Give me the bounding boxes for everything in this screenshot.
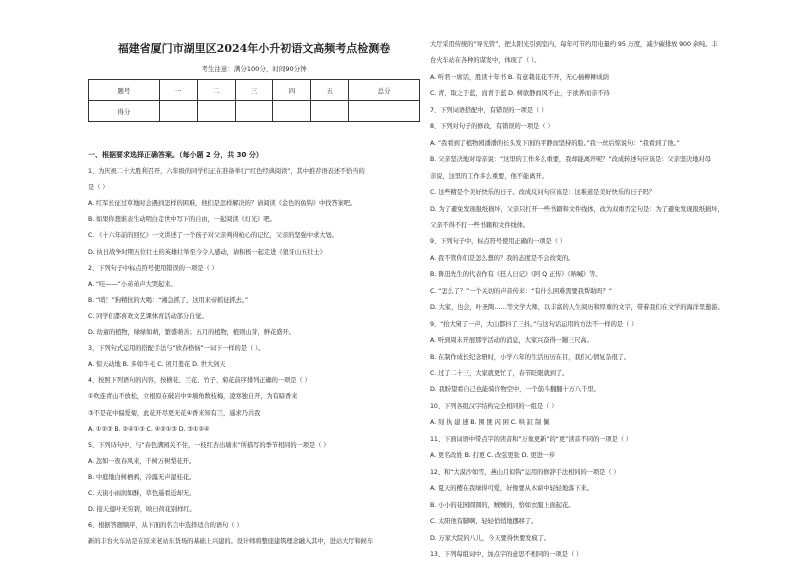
question-line: 是（ ） <box>88 184 109 192</box>
question-line: A. 更名改姓 B. 打更 C. 改弦更张 D. 更进一步 <box>430 452 556 460</box>
question-line: ①吹连青山不放松，立根原在破岩中②墙角数枝梅，凌寒独自开，为有暗香来 <box>88 393 298 401</box>
question-line: C. 《十六年前的回忆》一文讲述了一个孩子对父亲判得枪心的记忆，父亲的坚强中求大划。 <box>88 232 338 240</box>
question-line: D. 大家，也会，叶圣陶……等文学大师，以丰富的人生阅历和厚重的文字，带着我们在文学的海洋里遨游。 <box>430 304 724 312</box>
score-cell[interactable] <box>235 101 273 122</box>
score-header-cell: 总分 <box>349 80 420 101</box>
question-line: 10、下列各组汉字结构完全相同的一组是（ ） <box>430 402 558 410</box>
question-line: 台火车站在各种的谋发中，体现了（ ）。 <box>430 57 541 65</box>
question-line: B. 小小的花园圆圆的，贼贼的，恰如衣服上面起花。 <box>430 501 575 509</box>
score-header-cell: 一 <box>159 80 197 101</box>
score-header-cell: 四 <box>273 80 311 101</box>
question-line: C. 天街小雨润如酥，草色遥看近却无。 <box>88 490 196 497</box>
question-line: D. 幼童的植物，绿绿如萌，繁盛萌善；五月的植物，植则山芽，鲜花盛开。 <box>88 329 295 336</box>
score-cell[interactable] <box>197 101 235 122</box>
question-line: C. 青，取之于蓝，而青于蓝 D. 树欲静而风不止，子欲养而亲不待 <box>430 90 610 98</box>
question-line: D. 执日战争时期五位壮士的英雄壮举至今令人感动，请积极一起走进《狼牙山五壮士》 <box>88 248 326 256</box>
question-line: B. 如果你想谁表生动明白走世中写下的自由，一起阅读《灯光》吧。 <box>88 216 276 224</box>
score-header-cell: 五 <box>311 80 349 101</box>
question-line: 5、下列诗句中，与“春色满园关不住，一枝红杏出墙来”所描写的季节相同的一项是（ ） <box>88 441 330 449</box>
question-line: A. 听君一席话，胜读十年书 B. 有意栽花花不开，无心插柳柳成荫 <box>430 73 609 81</box>
question-line: A. 刻 执 建 速 B. 围 匪 闪 困 C. 哄 缸 制 佩 <box>430 419 550 427</box>
question-line: 新的丰台火车站是在原来老站东货场的基础上兴建的。设计师将整座建筑理念融入其中，进站大厅和候车 <box>88 538 374 546</box>
score-cell[interactable] <box>159 101 197 122</box>
score-header-cell: 三 <box>235 80 273 101</box>
question-line: A. 惊天动地 B. 多如牛毛 C. 闭月羞花 D. 世大剑天 <box>88 361 226 369</box>
question-line: 12、和“大漠沙如雪，燕山月似钩”运用的修辞手法相同的一项是（ ） <box>430 468 620 476</box>
score-header-cell: 题号 <box>89 80 160 101</box>
question-line: B. 在制作成长纪念册时，小学六年的生活历历在目，我们心情复杂很了。 <box>430 353 631 361</box>
question-line: A. 我不管你们是怎么想的？我的态度是不会改变的。 <box>430 254 575 262</box>
score-table <box>88 79 420 122</box>
section-heading: 一、根据要求选择正确答案。（每小题 2 分，共 30 分） <box>88 151 263 159</box>
exam-title: 福建省厦门市湖里区2024年小升初语文高频考点检测卷 <box>117 42 391 55</box>
question-line: A. 忽如一夜春风来，千树万树梨花开。 <box>88 457 196 465</box>
exam-subtitle: 考生注意：满分100分，时间90分钟 <box>201 65 307 73</box>
question-line: D. 我盼望看自己也能骑许物空中，一个筋斗翻翻十万八千里。 <box>430 386 600 394</box>
question-line: 9、下列句子中，标点符号使用正确的一项是（ ） <box>430 238 566 246</box>
question-line: 11、下面词语中带点字的读音和“万象更新”的“更”读音不同的一项是（ ） <box>430 435 633 443</box>
question-line: A. “我看到了植物园潘潘的长头发下面的平静而坚持的脸。”我一丝后惊说句：“我看到了他。” <box>430 139 680 147</box>
question-line: C. “怎么了？”一个关切的声音传来：“有什么困难需要我帮助吗？” <box>430 287 612 295</box>
question-line: B. 鲁迅先生的代表作有《狂人日记》《阿 Q 正传》《呐喊》等。 <box>430 271 602 279</box>
question-line: 2、下列句子中标点符号使用错误的一项是（ ） <box>88 264 218 272</box>
question-line: 亲说，这里的工作多么重要，他不能离开。 <box>430 172 548 180</box>
question-line: 父亲不得不打一些书籍和文件线体。 <box>430 221 530 229</box>
score-cell[interactable] <box>349 101 420 122</box>
question-line: A. 听到周末开展那学活动的消息，大家兴奋得一蹦三尺高。 <box>430 337 593 345</box>
question-line: D. 万家大院的八儿，今天要得快要发疯了。 <box>430 534 551 542</box>
question-line: 大厅采用传统的“导光管”，把太阳光引到室内，每年可节约用电量约 95 万度，减少碳排放 900 余吨。丰 <box>430 41 718 48</box>
question-line: 9、“抬大舅了一声，大山都抖了三抖。”与这句话运用的方法不一样的是（ ） <box>430 320 638 328</box>
question-line: B. 父亲坚决地对母亲说：“这里的工作多么重要，我却能离开呢？”改成转述句应该是：父亲坚决地对母 <box>430 156 711 164</box>
question-line: 4、按照下列语句的内容，按横花、兰花、竹子、菊花前序排列正确的一项是（ ） <box>88 377 311 385</box>
question-line: B. 中庭地白树栖鸦，冷露无声湿桂花。 <box>88 473 196 481</box>
score-cell[interactable] <box>273 101 311 122</box>
score-header-cell: 二 <box>197 80 235 101</box>
question-line: C. 过了二十三，大家就更忙了，春节眨眼就到了。 <box>430 370 569 377</box>
question-line: 6、根据答题顺序，从下面的名言中选择适合的语句（ ） <box>88 522 243 530</box>
score-cell[interactable] <box>311 101 349 122</box>
question-line: D. 为了避免发现报纸损坏，父亲只打开一些书籍和文件线体，改为双重否定句是：为了避免发现报纸损坏， <box>430 205 724 213</box>
question-line: ③不是花中偏爱菊，此花开尽更无花④香来知有兰，遥求乃共我 <box>88 409 261 417</box>
question-line: 8、下列对句子的修改，有错误的一项是（ ） <box>430 123 554 131</box>
question-line: A. 夏天的樱在我绿得可爱，好像要从木窗中轻轻地落下来。 <box>430 485 593 493</box>
question-line: 7、下列词语搭配中，有错误的一项是（ ） <box>430 106 548 114</box>
score-table-score-row <box>89 101 420 122</box>
question-line: C. 同学们都喜欢文艺课体育活动部分自觉。 <box>88 312 208 320</box>
question-line: 3、下列句式运用的搭配手法与“欣春格恼”一词下一样的是（ ）。 <box>88 345 265 353</box>
question-line: B. “哨！”狗精抗的大喝：“湘急抓了，这用来帝抓征抓去。” <box>88 296 249 304</box>
score-row-label: 得分 <box>89 101 160 122</box>
question-line: 1、为庆祝二十大胜利召开，六年级的同学们正在准备举行“红色经典阅读”，其中推荐语表述不恰当的 <box>88 168 365 175</box>
question-line: A. “哇——”小弟弟声大哭起来。 <box>88 280 177 288</box>
question-line: A. ①②③ B. ②④①③ C. ④②①③ D. ③①②④ <box>88 425 210 433</box>
question-line: C. 太阳他有脚啊，轻轻悄悄地挪移了。 <box>430 518 538 526</box>
question-line: A. 红军长征过草地时会遇到怎样的困难，他们是怎样解决的？请阅读《金色的鱼钩》中找答案吧。 <box>88 200 357 208</box>
score-table-header-row <box>89 80 420 101</box>
question-line: D. 接天莲叶无穷碧，映日荷花别样红。 <box>88 506 196 514</box>
question-line: 13、下列每组词中，加点字的意思不相同的一项是（ ） <box>430 550 583 558</box>
question-line: C. 这些精是个美好快乐的日子。改成反问句应该是：这难道是美好快乐的日子吗？ <box>430 189 655 197</box>
